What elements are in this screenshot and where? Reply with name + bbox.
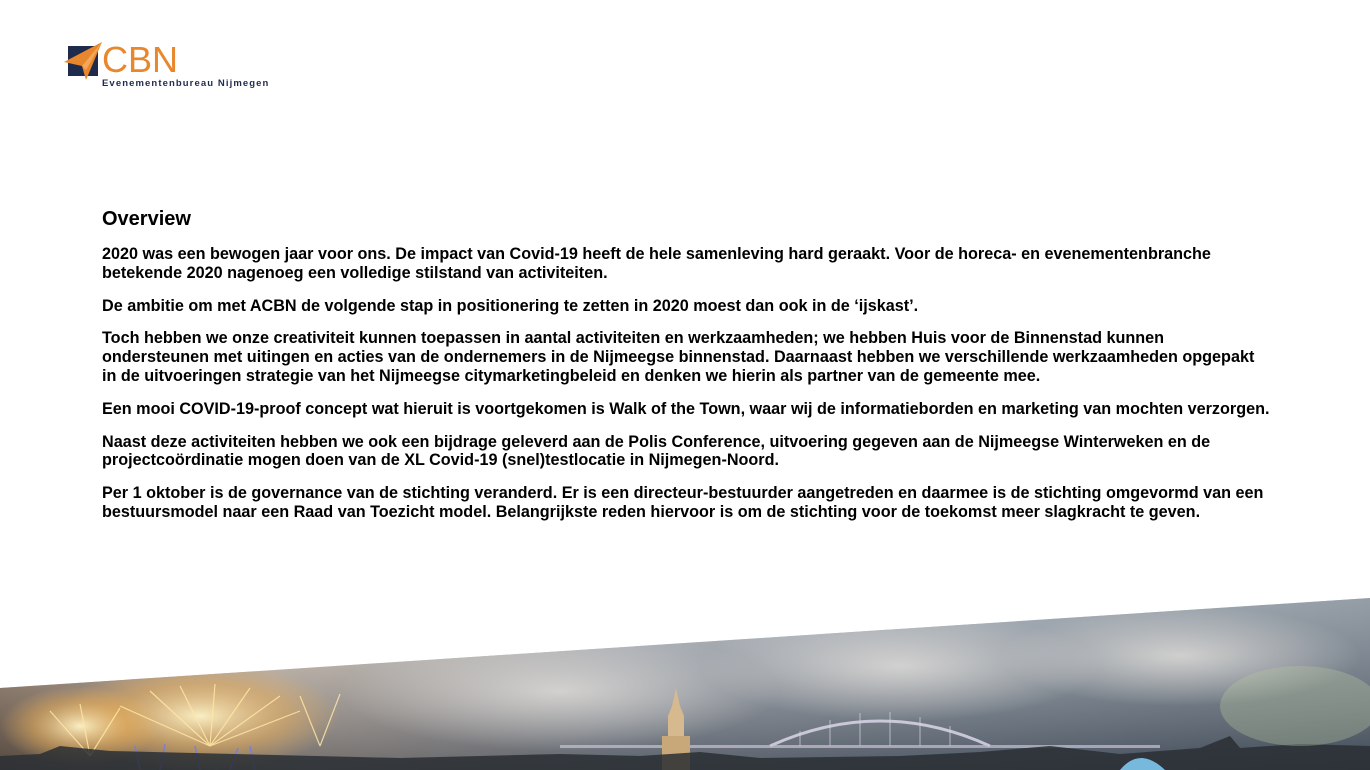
paragraph: Toch hebben we onze creativiteit kunnen toepassen in aantal activiteiten en werkzaamheden; we hebben Huis voor de Binnenstad kunnen ondersteunen met uitingen en acties van de ondernemers in de Nijmeegse binnenstad. Daarnaast hebben we verschillende werkzaamheden opgepakt in de uitvoeringen strategie van het Nijmeegse citymarketingbeleid en denken we hierin als partner van de gemeente mee. [102,329,1255,385]
acbn-logo [64,40,274,92]
paragraph: Naast deze activiteiten hebben we ook een bijdrage geleverd aan de Polis Conference, uitvoering gegeven aan de Nijmeegse Winterweken en de projectcoördinatie mogen doen van de XL Covid-19 (snel)testlocatie in Nijmegen-Noord. [102,432,1211,470]
paragraph: Per 1 oktober is de governance van de stichting veranderd. Er is een directeur-bestuurder aangetreden en daarmee is de stichting omgevormd van een bestuursmodel naar een Raad van Toezicht model. Belangrijkste reden hiervoor is om de stichting voor de toekomst meer slagkracht te geven. [102,484,1264,521]
overview-section [102,207,1272,536]
fireworks-city-photo [0,596,1370,770]
paragraph: Een mooi COVID-19-proof concept wat hieruit is voortgekomen is Walk of the Town, waar wij de informatieborden en marketing van mochten verzorgen. [102,399,1270,418]
paragraph: 2020 was een bewogen jaar voor ons. De impact van Covid-19 heeft de hele samenleving hard geraakt. Voor de horeca- en evenementenbranche betekende 2020 nagenoeg een volledige stilstand van activiteiten. [102,245,1211,282]
logo-wordmark: CBN [102,39,179,80]
logo-subtitle: Evenementenbureau Nijmegen [102,78,270,89]
logo-a-mark-icon [64,40,104,82]
paragraph: De ambitie om met ACBN de volgende stap in positionering te zetten in 2020 moest dan ook in de ‘ijskast’. [102,296,919,315]
page-title: Overview [102,208,191,230]
